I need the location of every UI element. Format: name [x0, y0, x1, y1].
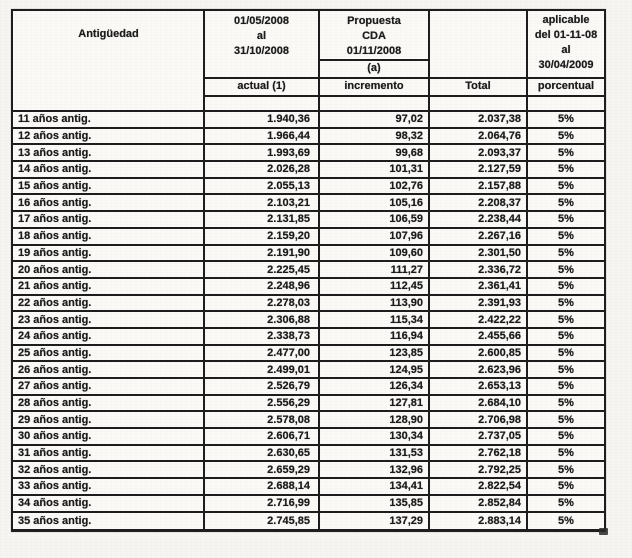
actual-cell: 2.278,03	[205, 296, 320, 311]
period-header-cell	[205, 11, 320, 79]
porcentual-cell: 5%	[558, 163, 574, 176]
antiguedad-cell: 34 años antig.	[13, 496, 205, 511]
antiguedad-header-label: Antigüedad	[78, 28, 139, 40]
porcentual-cell: 5%	[558, 196, 574, 209]
porcentual-cell: 5%	[558, 230, 574, 243]
actual-cell: 2.745,85	[205, 513, 320, 530]
table-row	[13, 312, 604, 329]
actual-cell: 2.131,85	[205, 212, 320, 227]
antiguedad-cell: 13 años antig.	[13, 145, 205, 160]
antiguedad-cell: 30 años antig.	[13, 429, 205, 444]
total-cell: 2.684,10	[430, 396, 528, 411]
total-cell: 2.361,41	[430, 279, 528, 294]
spacer-cell	[430, 97, 528, 110]
table-row	[13, 379, 604, 396]
antiguedad-cell: 31 años antig.	[13, 446, 205, 461]
actual-cell: 2.659,29	[205, 462, 320, 477]
actual-cell: 2.103,21	[205, 195, 320, 210]
incremento-cell: 102,76	[320, 179, 430, 194]
antiguedad-cell: 32 años antig.	[13, 462, 205, 477]
table-row	[13, 129, 604, 146]
porcentual-cell: 5%	[558, 447, 574, 460]
total-cell: 2.267,16	[430, 229, 528, 244]
porcentual-subheader: porcentual	[528, 79, 604, 97]
total-cell: 2.706,98	[430, 412, 528, 427]
incremento-cell: 106,59	[320, 212, 430, 227]
propuesta-line-3: 01/11/2008	[346, 45, 402, 57]
total-cell: 2.037,38	[430, 112, 528, 127]
table-row	[13, 429, 604, 446]
antiguedad-cell: 18 años antig.	[13, 229, 205, 244]
porcentual-cell: 5%	[558, 296, 574, 309]
table-row	[13, 195, 604, 212]
incremento-cell: 128,90	[320, 412, 430, 427]
antiguedad-cell: 11 años antig.	[13, 112, 205, 127]
incremento-cell: 124,95	[320, 362, 430, 377]
incremento-cell: 105,16	[320, 195, 430, 210]
total-cell: 2.737,05	[430, 429, 528, 444]
total-cell: 2.127,59	[430, 162, 528, 177]
table-row	[13, 446, 604, 463]
table-row	[13, 212, 604, 229]
total-subheader: Total	[430, 79, 528, 97]
porcentual-cell: 5%	[558, 480, 574, 493]
total-cell: 2.883,14	[430, 513, 528, 530]
actual-cell: 2.026,28	[205, 162, 320, 177]
porcentual-cell: 5%	[558, 313, 574, 326]
table-row	[13, 179, 604, 196]
total-cell: 2.455,66	[430, 329, 528, 344]
table-row	[13, 346, 604, 363]
porcentual-cell: 5%	[558, 363, 574, 376]
antiguedad-cell: 26 años antig.	[13, 362, 205, 377]
aplicable-line-2: del 01-11-08	[534, 29, 598, 41]
actual-cell: 2.716,99	[205, 496, 320, 511]
total-cell: 2.238,44	[430, 212, 528, 227]
incremento-cell: 99,68	[320, 145, 430, 160]
antiguedad-cell: 12 años antig.	[13, 129, 205, 144]
antiguedad-cell: 28 años antig.	[13, 396, 205, 411]
actual-cell: 2.055,13	[205, 179, 320, 194]
actual-cell: 2.477,00	[205, 346, 320, 361]
porcentual-cell: 5%	[558, 146, 574, 159]
table-row	[13, 162, 604, 179]
actual-cell: 2.688,14	[205, 479, 320, 494]
incremento-cell: 97,02	[320, 112, 430, 127]
incremento-cell: 116,94	[320, 329, 430, 344]
antiguedad-cell: 27 años antig.	[13, 379, 205, 394]
porcentual-cell: 5%	[558, 246, 574, 259]
actual-cell: 2.306,88	[205, 312, 320, 327]
total-cell: 2.623,96	[430, 362, 528, 377]
table-row	[13, 145, 604, 162]
actual-cell: 2.248,96	[205, 279, 320, 294]
total-cell: 2.391,93	[430, 296, 528, 311]
propuesta-header-cell	[320, 11, 430, 61]
aplicable-header-cell	[528, 11, 604, 79]
antiguedad-cell: 21 años antig.	[13, 279, 205, 294]
total-cell: 2.600,85	[430, 346, 528, 361]
total-cell: 2.208,37	[430, 195, 528, 210]
actual-cell: 2.556,29	[205, 396, 320, 411]
incremento-cell: 137,29	[320, 513, 430, 530]
porcentual-cell: 5%	[558, 346, 574, 359]
incremento-cell: 101,31	[320, 162, 430, 177]
table-header	[13, 11, 604, 112]
salary-scale-table	[11, 9, 606, 532]
antiguedad-cell: 16 años antig.	[13, 195, 205, 210]
porcentual-cell: 5%	[558, 497, 574, 510]
table-row	[13, 296, 604, 313]
antiguedad-cell: 24 años antig.	[13, 329, 205, 344]
porcentual-cell: 5%	[558, 180, 574, 193]
antiguedad-cell: 35 años antig.	[13, 513, 205, 530]
porcentual-cell: 5%	[558, 280, 574, 293]
propuesta-line-2: CDA	[362, 30, 386, 42]
table-row	[13, 412, 604, 429]
incremento-cell: 112,45	[320, 279, 430, 294]
total-cell: 2.064,76	[430, 129, 528, 144]
table-row	[13, 462, 604, 479]
table-row	[13, 229, 604, 246]
propuesta-sub-a-cell: (a)	[320, 61, 430, 79]
table-row	[13, 262, 604, 279]
incremento-cell: 126,34	[320, 379, 430, 394]
antiguedad-cell: 33 años antig.	[13, 479, 205, 494]
incremento-cell: 132,96	[320, 462, 430, 477]
antiguedad-cell: 15 años antig.	[13, 179, 205, 194]
aplicable-line-4: 30/04/2009	[538, 59, 594, 71]
incremento-cell: 107,96	[320, 229, 430, 244]
total-cell: 2.157,88	[430, 179, 528, 194]
incremento-cell: 98,32	[320, 129, 430, 144]
incremento-cell: 113,90	[320, 296, 430, 311]
total-cell: 2.093,37	[430, 145, 528, 160]
porcentual-cell: 5%	[558, 213, 574, 226]
total-cell: 2.822,54	[430, 479, 528, 494]
table-row	[13, 362, 604, 379]
scan-artifact	[599, 528, 608, 535]
total-cell: 2.852,84	[430, 496, 528, 511]
spacer-cell	[320, 97, 430, 110]
actual-cell: 2.191,90	[205, 246, 320, 261]
spacer-cell	[205, 97, 320, 110]
aplicable-line-3: al	[561, 44, 571, 56]
table-row	[13, 479, 604, 496]
actual-cell: 1.940,36	[205, 112, 320, 127]
propuesta-line-1: Propuesta	[347, 15, 401, 27]
actual-cell: 2.526,79	[205, 379, 320, 394]
actual-cell: 1.966,44	[205, 129, 320, 144]
table-row	[13, 513, 604, 530]
antiguedad-cell: 23 años antig.	[13, 312, 205, 327]
incremento-cell: 109,60	[320, 246, 430, 261]
actual-cell: 1.993,69	[205, 145, 320, 160]
porcentual-cell: 5%	[558, 430, 574, 443]
actual-subheader: actual (1)	[205, 79, 320, 97]
incremento-cell: 127,81	[320, 396, 430, 411]
total-cell: 2.422,22	[430, 312, 528, 327]
porcentual-cell: 5%	[558, 463, 574, 476]
porcentual-cell: 5%	[558, 413, 574, 426]
incremento-cell: 111,27	[320, 262, 430, 277]
period-line-2: al	[256, 30, 267, 42]
actual-cell: 2.225,45	[205, 262, 320, 277]
actual-cell: 2.578,08	[205, 412, 320, 427]
porcentual-cell: 5%	[558, 380, 574, 393]
antiguedad-cell: 25 años antig.	[13, 346, 205, 361]
total-cell: 2.792,25	[430, 462, 528, 477]
aplicable-line-1: aplicable	[542, 14, 590, 26]
porcentual-cell: 5%	[558, 130, 574, 143]
antiguedad-cell: 20 años antig.	[13, 262, 205, 277]
spacer-cell	[528, 97, 604, 110]
porcentual-cell: 5%	[558, 113, 574, 126]
total-empty-header-cell	[430, 11, 528, 79]
incremento-cell: 134,41	[320, 479, 430, 494]
total-cell: 2.336,72	[430, 262, 528, 277]
total-cell: 2.301,50	[430, 246, 528, 261]
porcentual-cell: 5%	[558, 263, 574, 276]
antiguedad-cell: 22 años antig.	[13, 296, 205, 311]
period-line-3: 31/10/2008	[233, 45, 290, 57]
antiguedad-cell: 29 años antig.	[13, 412, 205, 427]
porcentual-cell: 5%	[558, 397, 574, 410]
actual-cell: 2.159,20	[205, 229, 320, 244]
incremento-cell: 135,85	[320, 496, 430, 511]
total-cell: 2.653,13	[430, 379, 528, 394]
table-row	[13, 496, 604, 513]
incremento-cell: 131,53	[320, 446, 430, 461]
actual-cell: 2.630,65	[205, 446, 320, 461]
porcentual-cell: 5%	[558, 514, 574, 527]
table-row	[13, 329, 604, 346]
antiguedad-cell: 17 años antig.	[13, 212, 205, 227]
table-row	[13, 112, 604, 129]
total-cell: 2.762,18	[430, 446, 528, 461]
incremento-cell: 115,34	[320, 312, 430, 327]
table-row	[13, 396, 604, 413]
actual-cell: 2.338,73	[205, 329, 320, 344]
table-row	[13, 279, 604, 296]
antiguedad-cell: 14 años antig.	[13, 162, 205, 177]
incremento-subheader: incremento	[320, 79, 430, 97]
incremento-cell: 130,34	[320, 429, 430, 444]
table-body	[13, 112, 604, 529]
actual-cell: 2.606,71	[205, 429, 320, 444]
antiguedad-header-cell	[13, 11, 205, 110]
actual-cell: 2.499,01	[205, 362, 320, 377]
period-line-1: 01/05/2008	[233, 15, 290, 27]
antiguedad-cell: 19 años antig.	[13, 246, 205, 261]
incremento-cell: 123,85	[320, 346, 430, 361]
porcentual-cell: 5%	[558, 330, 574, 343]
table-row	[13, 246, 604, 263]
